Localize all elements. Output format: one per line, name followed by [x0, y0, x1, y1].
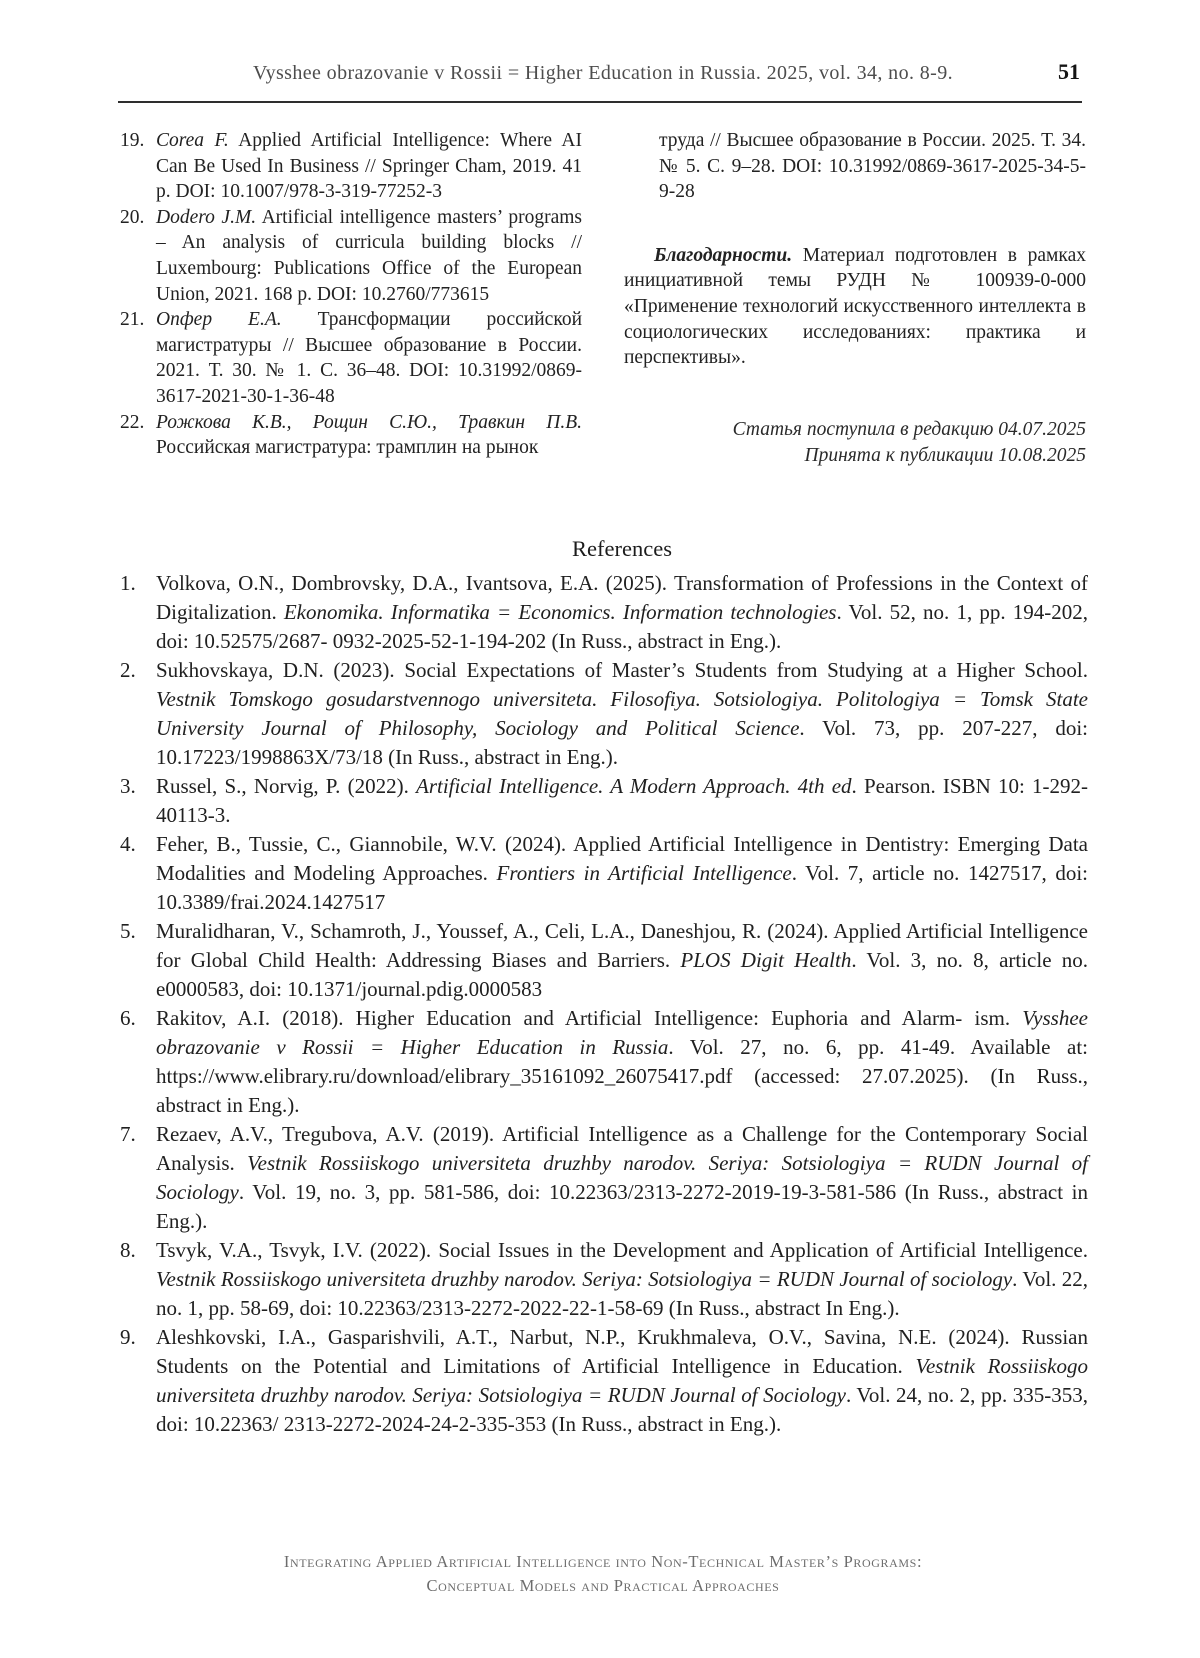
reference-text: . Vol. 27, no. 6, pp. 41-49. Available at: https://www.elibrary.ru/download/elibrary_35161092_26075417.pdf (accessed: 27.07.2025). (In Russ., abstract in Eng.). [156, 1035, 1089, 1117]
reference-number: 9. [120, 1325, 136, 1349]
reference-item [120, 569, 1088, 656]
reference-number: 3. [120, 774, 136, 798]
left-column [120, 128, 582, 470]
reference-item [120, 128, 582, 205]
reference-number: 22. [120, 411, 145, 433]
reference-text: . Vol. 7, article no. 1427517, doi: 10.3389/frai.2024.1427517 [156, 861, 1088, 914]
acknowledgements-label: Благодарности. [654, 244, 793, 266]
reference-italic-text: Vysshee obrazovanie v Rossii = Higher Education in Russia [156, 1006, 1088, 1059]
reference-item [120, 410, 582, 461]
reference-italic-text: Frontiers in Artificial Intelligence [496, 861, 792, 885]
article-dates [624, 417, 1086, 470]
reference-text: . Vol. 24, no. 2, pp. 335-353, doi: 10.22363/ 2313-2272-2024-24-2-335-353 (In Russ., abstract in Eng.). [156, 1383, 1088, 1436]
reference-item [120, 917, 1088, 1004]
reference-italic-text: Vestnik Rossiiskogo universiteta druzhby narodov. Seriya: Sotsiologiya = RUDN Journal of Sociology [156, 1151, 1088, 1204]
reference-text: . Vol. 22, no. 1, pp. 58-69, doi: 10.22363/2313-2272-2022-22-1-58-69 (In Russ., abstract In Eng.). [156, 1267, 1088, 1320]
references-heading: References [572, 536, 672, 561]
journal-title: Vysshee obrazovanie v Rossii = Higher Education in Russia. 2025, vol. 34, no. 8-9. [252, 62, 954, 84]
reference-number: 8. [120, 1238, 136, 1262]
reference-text: . Vol. 3, no. 8, article no. e0000583, doi: 10.1371/journal.pdig.0000583 [156, 948, 1088, 1001]
reference-number: 5. [120, 919, 136, 943]
reference-text: Российская магистратура: трамплин на рынок [156, 437, 539, 459]
reference-number: 2. [120, 658, 136, 682]
reference-text: Aleshkovski, I.A., Gasparishvili, A.T., Narbut, N.P., Krukhmaleva, O.V., Savina, N.E. (2024). Russian Students on the Potential and Limitations of Artificial Intelligence in Education. [156, 1325, 1088, 1378]
reference-item [120, 1004, 1088, 1120]
reference-text: . Vol. 52, no. 1, pp. 194-202, doi: 10.52575/2687- 0932-2025-52-1-194-202 (In Russ., abstract in Eng.). [156, 600, 1088, 653]
reference-text: Rakitov, A.I. (2018). Higher Education and Artificial Intelligence: Euphoria and Alarm- ism. [156, 1006, 1023, 1030]
acknowledgements-text: Материал подготовлен в рамках инициативной темы РУДН № 100939-0-000 «Применение технологий искусственного интеллекта в социологических исследованиях: практика и перспективы». [624, 244, 1086, 369]
reference-italic-text: Dodero J.M. [156, 206, 257, 228]
reference-item [120, 1120, 1088, 1236]
reference-item [120, 656, 1088, 772]
references-section [120, 536, 1088, 1439]
reference-italic-text: Опфер Е.А. [156, 309, 282, 331]
reference-number: 19. [120, 130, 145, 151]
reference-text: . Vol. 73, pp. 207-227, doi: 10.17223/1998863X/73/18 (In Russ., abstract in Eng.). [156, 716, 1088, 769]
reference-italic-text: Artificial Intelligence. A Modern Approach. 4th ed [416, 774, 852, 798]
reference-text: Volkova, O.N., Dombrovsky, D.A., Ivantsova, E.A. (2025). Transformation of Professions in the Context of Digitalization. [156, 571, 1088, 624]
reference-item [120, 772, 1088, 830]
reference-italic-text: PLOS Digit Health [680, 948, 852, 972]
reference-text: Tsvyk, V.A., Tsvyk, I.V. (2022). Social Issues in the Development and Application of Artificial Intelligence. [156, 1238, 1088, 1262]
right-column [624, 128, 1086, 470]
reference-item [120, 205, 582, 307]
reference-item [120, 830, 1088, 917]
reference-number: 21. [120, 309, 145, 331]
reference-text: Rezaev, A.V., Tregubova, A.V. (2019). Artificial Intelligence as a Challenge for the Contemporary Social Analysis. [156, 1122, 1088, 1175]
reference-text: Feher, B., Tussie, C., Giannobile, W.V. (2024). Applied Artificial Intelligence in Dentistry: Emerging Data Modalities and Modeling Approaches. [156, 832, 1088, 885]
reference-item [120, 1323, 1088, 1439]
reference-italic-text: Ekonomika. Informatika = Economics. Information technologies [283, 600, 837, 624]
reference-number: 6. [120, 1006, 136, 1030]
reference-italic-text: Corea F. [156, 130, 229, 151]
reference-text: . Pearson. ISBN 10: 1-292-40113-3. [156, 774, 1088, 827]
reference-italic-text: Рожкова К.В., Рощин С.Ю., Травкин П.В. [156, 411, 582, 433]
page-footer [120, 1550, 1086, 1598]
reference-italic-text: Vestnik Rossiiskogo universiteta druzhby narodov. Seriya: Sotsiologiya = RUDN Journal of sociology [156, 1267, 1013, 1291]
received-date: Статья поступила в редакцию 04.07.2025 [732, 418, 1086, 440]
left-references-list [120, 128, 582, 461]
reference-italic-text: Vestnik Rossiiskogo universiteta druzhby narodov. Seriya: Sotsiologiya = RUDN Journal of Sociology [156, 1354, 1088, 1407]
references-list [120, 569, 1088, 1439]
reference-item [120, 307, 582, 409]
header-rule [118, 101, 1082, 103]
acknowledgements-paragraph [624, 243, 1086, 371]
reference-number: 4. [120, 832, 136, 856]
running-title-line-2: Conceptual Models and Practical Approaches [426, 1576, 780, 1595]
reference-item [120, 1236, 1088, 1323]
reference-text: . Vol. 19, no. 3, pp. 581-586, doi: 10.22363/2313-2272-2019-19-3-581-586 (In Russ., abstract in Eng.). [156, 1180, 1088, 1233]
page-number: 51 [1058, 59, 1080, 84]
reference-number: 7. [120, 1122, 136, 1146]
reference-text: Sukhovskaya, D.N. (2023). Social Expectations of Master’s Students from Studying at a Higher School. [156, 658, 1088, 682]
reference-number: 1. [120, 571, 136, 595]
reference-text: Artificial intelligence masters’ programs – An analysis of curricula building blocks // Luxembourg: Publications Office of the European Union, 2021. 168 p. DOI: 10.2760/773615 [156, 206, 582, 305]
reference-text: Applied Artificial Intelligence: Where AI Can Be Used In Business // Springer Cham, 2019. 41 p. DOI: 10.1007/978-3-319-77252-3 [156, 130, 582, 203]
reference-number: 20. [120, 206, 145, 228]
reference-text: Muralidharan, V., Schamroth, J., Youssef, A., Celi, L.A., Daneshjou, R. (2024). Applied Artificial Intelligence for Global Child Health: Addressing Biases and Barriers. [156, 919, 1088, 972]
running-title-line-1: Integrating Applied Artificial Intelligence into Non-Technical Master’s Programs: [283, 1552, 923, 1571]
reference-italic-text: Vestnik Tomskogo gosudarstvennogo universiteta. Filosofiya. Sotsiologiya. Politologiya = Tomsk State University Journal of Philosophy, Sociology and Political Science [156, 687, 1088, 740]
bibliography-columns [120, 128, 1086, 470]
reference-text: Russel, S., Norvig, P. (2022). [156, 774, 417, 798]
reference-continuation: труда // Высшее образование в России. 2025. Т. 34. № 5. С. 9–28. DOI: 10.31992/0869-3617-2025-34-5-9-28 [659, 130, 1086, 203]
reference-text: Трансформации российской магистратуры // Высшее образование в России. 2021. Т. 30. № 1. С. 36–48. DOI: 10.31992/0869-3617-2021-30-1-36-48 [156, 309, 583, 407]
accepted-date: Принята к публикации 10.08.2025 [804, 445, 1086, 467]
